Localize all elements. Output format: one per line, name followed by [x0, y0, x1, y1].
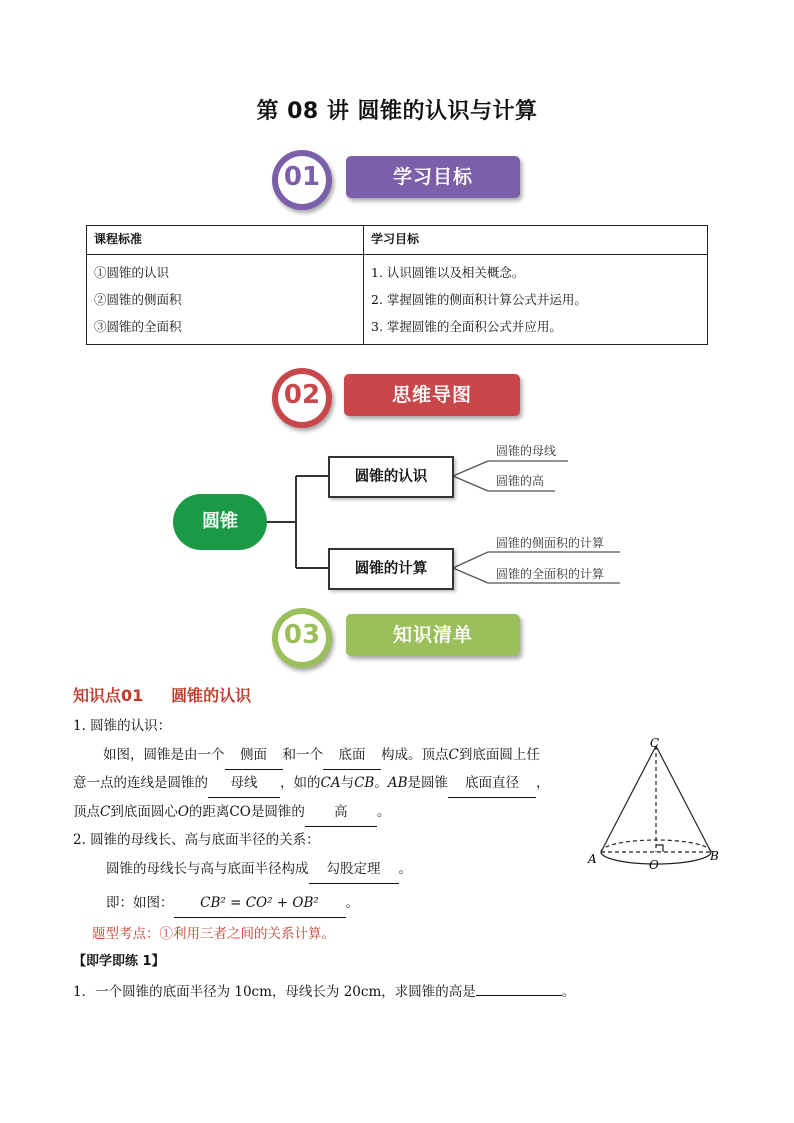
answer-blank: 侧面 — [225, 741, 283, 770]
section-label: 思维导图 — [344, 374, 520, 416]
paragraph-line: 顶点C到底面圆心O的距离CO是圆锥的 高 。 — [73, 798, 390, 827]
table-cell — [364, 255, 708, 345]
standard-item: ①圆锥的认识 — [94, 265, 170, 280]
answer-blank: 底面直径 — [448, 769, 536, 798]
mindmap-leaf: 圆锥的全面积的计算 — [496, 567, 605, 581]
answer-blank: 勾股定理 — [309, 855, 399, 884]
label-C: C — [650, 736, 660, 750]
section-number-badge — [272, 608, 336, 672]
section-number-badge — [272, 368, 336, 432]
section-label: 学习目标 — [346, 156, 520, 198]
table-cell — [87, 255, 364, 345]
label-O: O — [649, 858, 659, 872]
page-title: 第 08 讲 圆锥的认识与计算 — [256, 99, 538, 124]
label-B: B — [710, 849, 719, 863]
item-heading: 2. 圆锥的母线长、高与底面半径的关系： — [73, 832, 320, 848]
mindmap-branch: 圆锥的认识 — [328, 456, 454, 498]
answer-blank-formula: CB² = CO² + OB² — [174, 889, 346, 918]
table-header: 学习目标 — [364, 226, 708, 255]
mindmap-leaf: 圆锥的母线 — [496, 444, 557, 458]
paragraph-line: 意一点的连线是圆锥的 母线 ，如的CA与CB。AB是圆锥 底面直径 ， — [73, 769, 550, 798]
goal-item: 1. 认识圆锥以及相关概念。 — [371, 265, 525, 280]
item-heading: 1. 圆锥的认识： — [73, 718, 172, 734]
section-number: 01 — [283, 162, 321, 192]
goals-table — [86, 225, 708, 345]
cone-figure — [580, 732, 730, 882]
practice-question: 1．一个圆锥的底面半径为 10cm，母线长为 20cm，求圆锥的高是 。 — [73, 984, 576, 1000]
section-label: 知识清单 — [346, 614, 520, 656]
standard-item: ③圆锥的全面积 — [94, 319, 182, 334]
goal-item: 2. 掌握圆锥的侧面积计算公式并运用。 — [371, 292, 587, 307]
section-number: 03 — [283, 620, 321, 650]
practice-title: 【即学即练 1】 — [73, 954, 165, 969]
section-number: 02 — [283, 380, 321, 410]
tip-text: 题型考点：①利用三者之间的关系计算。 — [92, 926, 335, 942]
mindmap-leaf: 圆锥的高 — [496, 474, 545, 488]
label-A: A — [588, 852, 597, 866]
answer-blank — [476, 995, 562, 996]
answer-blank: 高 — [305, 798, 377, 827]
answer-blank: 底面 — [323, 741, 381, 770]
paragraph-line: 圆锥的母线长与高与底面半径构成 勾股定理 。 — [106, 855, 412, 884]
section-number-badge — [272, 150, 336, 214]
goal-item: 3. 掌握圆锥的全面积公式并应用。 — [371, 319, 562, 334]
paragraph-line: 即：如图： CB² = CO² + OB² 。 — [106, 889, 359, 918]
mindmap-branch: 圆锥的计算 — [328, 548, 454, 590]
mindmap-leaf: 圆锥的侧面积的计算 — [496, 536, 605, 550]
answer-blank: 母线 — [208, 769, 280, 798]
knowledge-point-title: 知识点01 圆锥的认识 — [73, 686, 252, 705]
standard-item: ②圆锥的侧面积 — [94, 292, 182, 307]
mindmap-root: 圆锥 — [173, 494, 267, 550]
table-header: 课程标准 — [87, 226, 364, 255]
paragraph-line: 如图，圆锥是由一个 侧面 和一个 底面 构成。顶点C到底面圆上任 — [103, 741, 540, 770]
